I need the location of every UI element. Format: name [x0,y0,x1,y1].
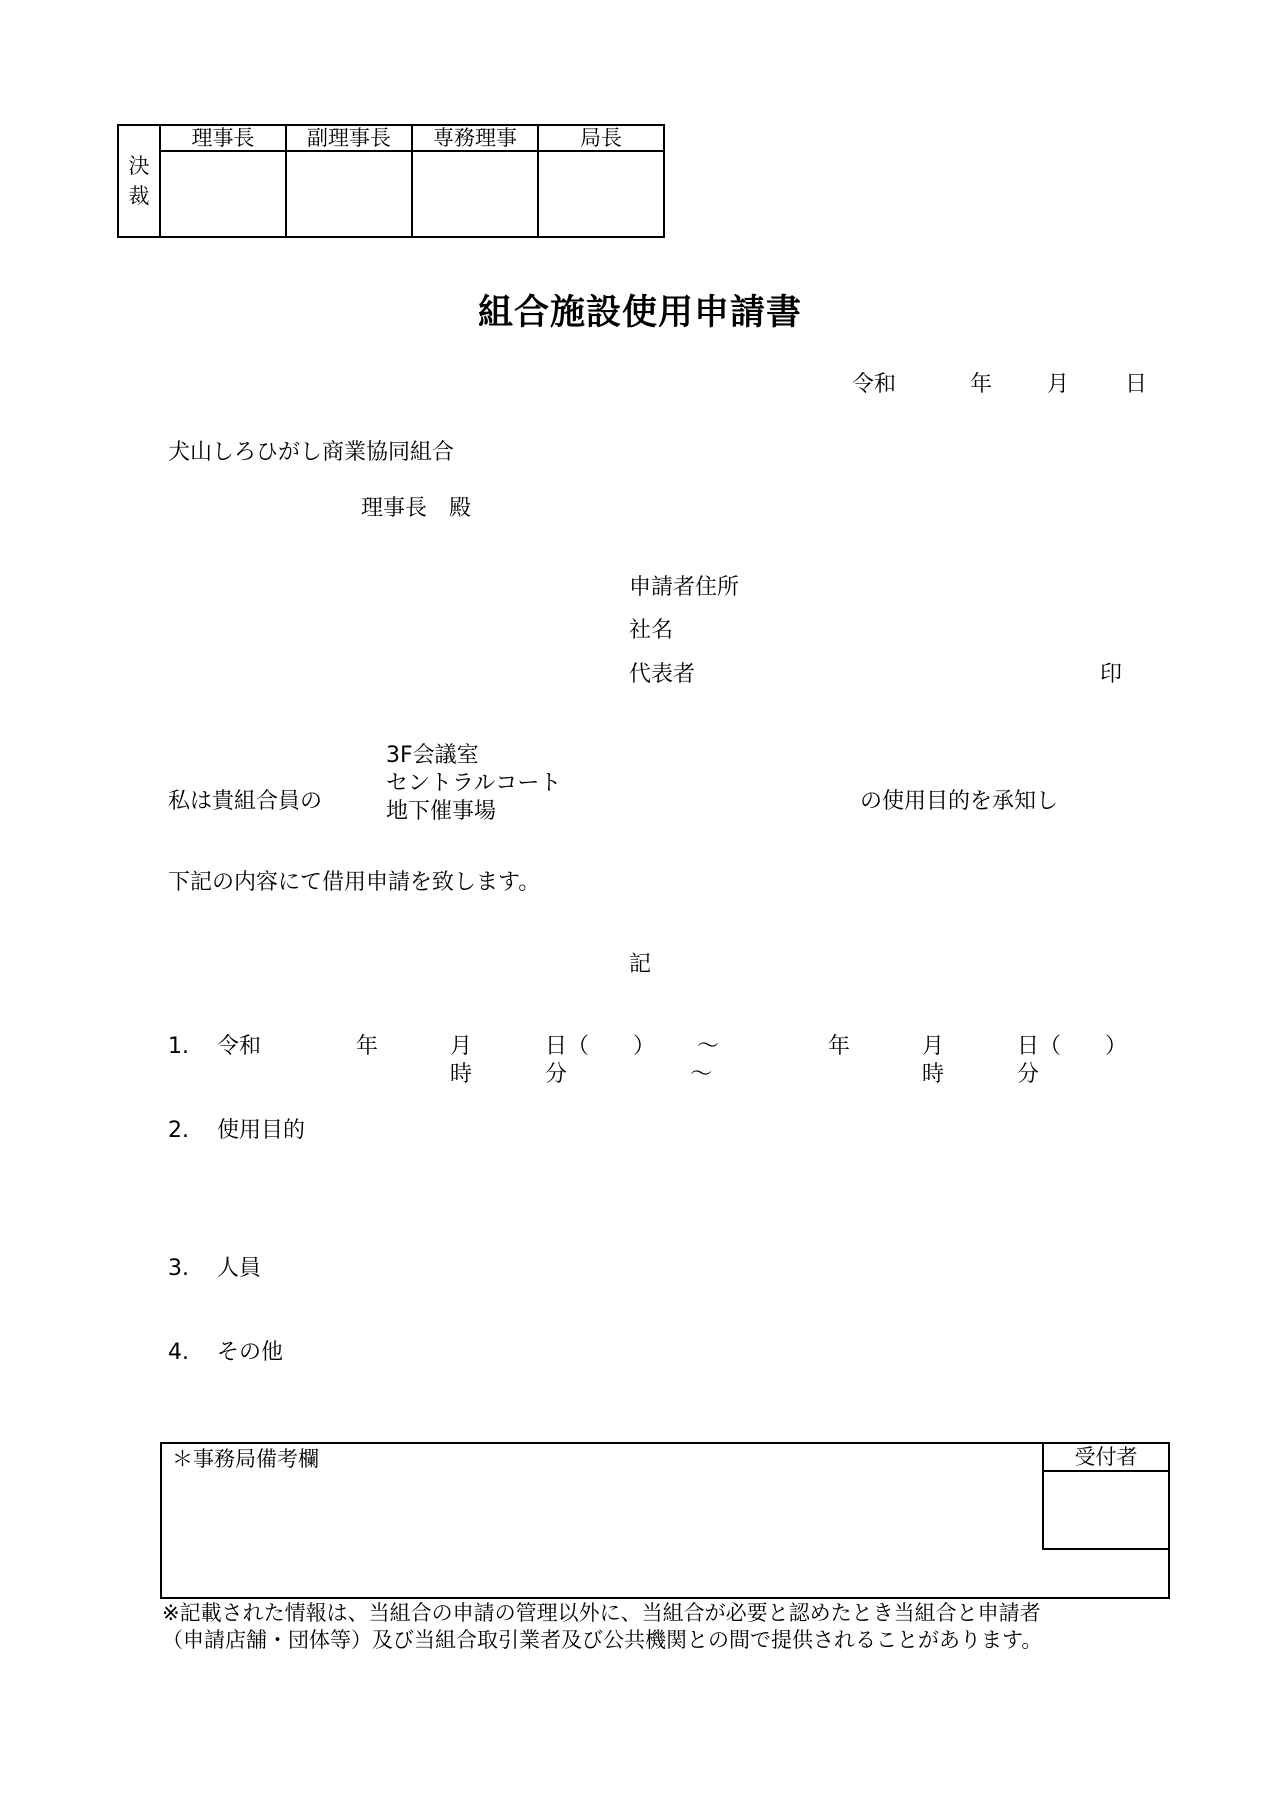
seal-mark: 印 [1100,662,1123,687]
statement-suffix: の使用目的を承知し [860,789,1059,814]
approval-side-label [118,125,160,237]
ki-heading: 記 [629,952,652,977]
approval-col-vice-chairman: 副理事長 [286,125,412,151]
approval-side-char-1: 決 [128,154,150,178]
office-remarks-box[interactable] [160,1442,1170,1599]
item1-end-minute[interactable]: 分 [1017,1062,1040,1087]
item1-end-month[interactable]: 月 [922,1034,945,1059]
item2-label: 使用目的 [217,1118,306,1143]
facility-option[interactable]: セントラルコート [386,771,562,796]
footnote-line-1: ※記載された情報は、当組合の申請の管理以外に、当組合が必要と認めたとき当組合と申請者 [162,1601,1041,1625]
item2-number: 2. [168,1118,189,1143]
date-day-field[interactable]: 日 [1125,372,1148,397]
item1-start-month[interactable]: 月 [450,1034,473,1059]
addressee-org: 犬山しろひがし商業協同組合 [168,440,455,465]
item1-end-year[interactable]: 年 [828,1034,851,1059]
applicant-representative-field[interactable]: 代表者 [629,662,696,687]
office-remarks-label: ＊事務局備考欄 [172,1447,319,1471]
footnote-line-2: （申請店舗・団体等）及び当組合取引業者及び公共機関との間で提供されることがあります。 [162,1628,1043,1652]
addressee-to: 理事長 殿 [361,496,472,521]
item1-start-hour[interactable]: 時 [450,1062,473,1087]
date-month-field[interactable]: 月 [1047,372,1070,397]
approval-col-director-general: 局長 [538,125,664,151]
applicant-address-field[interactable]: 申請者住所 [629,575,740,600]
date-era: 令和 [852,372,897,397]
approval-col-chairman: 理事長 [160,125,286,151]
approval-stamp-box[interactable] [412,151,538,237]
item1-start-minute[interactable]: 分 [545,1062,568,1087]
item1-end-day[interactable]: 日（ ） [1017,1034,1128,1059]
item3-number: 3. [168,1256,189,1281]
facility-option[interactable]: 地下催事場 [386,799,497,824]
item1-date-tilde: ～ [697,1034,720,1059]
item4-number: 4. [168,1340,189,1365]
approval-stamp-box[interactable] [538,151,664,237]
receiver-box[interactable] [1042,1442,1170,1550]
approval-stamp-box[interactable] [286,151,412,237]
approval-side-char-2: 裁 [128,184,150,208]
applicant-company-field[interactable]: 社名 [629,618,674,643]
item1-end-hour[interactable]: 時 [922,1062,945,1087]
item4-label: その他 [217,1340,284,1365]
approval-stamp-box[interactable] [160,151,286,237]
statement-line2: 下記の内容にて借用申請を致します。 [168,870,541,895]
item1-time-tilde: ～ [690,1062,713,1087]
receiver-label: 受付者 [1044,1444,1168,1472]
item1-start-day[interactable]: 日（ ） [545,1034,656,1059]
date-year-field[interactable]: 年 [970,372,993,397]
approval-col-managing-director: 専務理事 [412,125,538,151]
approval-stamp-table [117,124,665,238]
statement-prefix: 私は貴組合員の [168,789,323,814]
item1-start-year[interactable]: 年 [356,1034,379,1059]
item1-era: 令和 [217,1034,262,1059]
document-title: 組合施設使用申請書 [477,293,802,333]
facility-option[interactable]: 3F会議室 [386,743,479,768]
facility-options [386,742,561,826]
item3-label: 人員 [217,1256,262,1281]
item1-number: 1. [168,1034,189,1059]
